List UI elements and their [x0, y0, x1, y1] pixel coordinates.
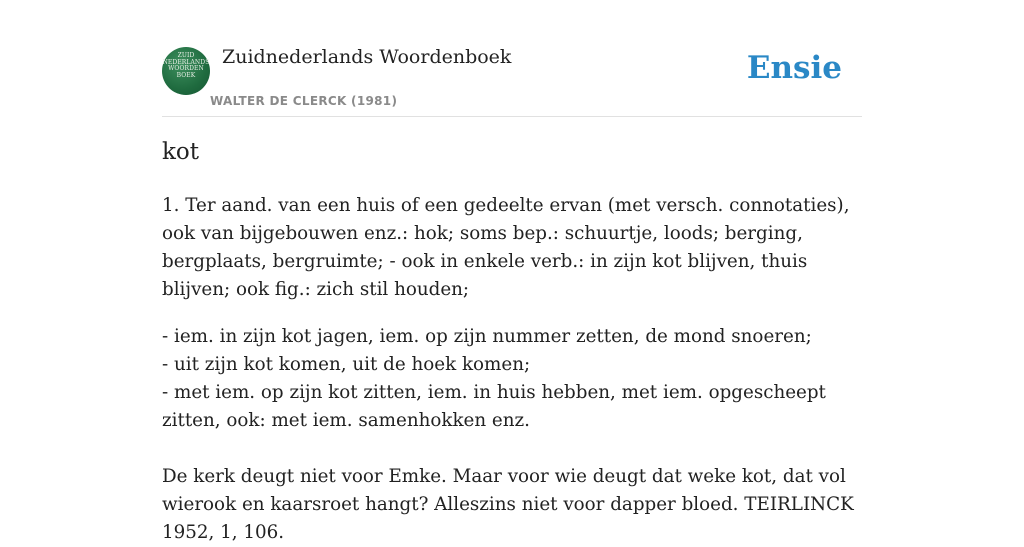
source-title[interactable]: Zuidnederlands Woordenboek — [222, 46, 512, 68]
book-cover-logo-icon[interactable] — [162, 47, 210, 95]
source-header — [162, 44, 862, 117]
logo-text: ZUID NEDERLANDS WOORDEN BOEK — [162, 52, 210, 79]
definition-text: 1. Ter aand. van een huis of een gedeelte ervan (met versch. connotaties), ook van bijgebouwen enz.: hok; soms bep.: schuurtje, loods; berging, bergplaats, bergruimte; - ook in enkele verb.: in zijn kot blijven, thuis blijven; ook fig.: zich stil houden; — [162, 195, 850, 300]
source-author: WALTER DE CLERCK (1981) — [210, 94, 398, 108]
entry-content — [162, 192, 862, 547]
expression-item: - uit zijn kot komen, uit de hoek komen; — [162, 354, 531, 375]
quote-text: De kerk deugt niet voor Emke. Maar voor wie deugt dat weke kot, dat vol wierook en kaarsroet hangt? Alleszins niet voor dapper bloed. TEIRLINCK 1952, 1, 106. — [162, 466, 854, 543]
brand-logo-link[interactable]: Ensie — [746, 50, 842, 86]
expressions-list — [162, 323, 862, 435]
expression-item: - met iem. op zijn kot zitten, iem. in huis hebben, met iem. opgescheept zitten, ook: met iem. samenhokken enz. — [162, 382, 826, 431]
page-title: kot — [162, 139, 200, 165]
expression-item: - iem. in zijn kot jagen, iem. op zijn nummer zetten, de mond snoeren; — [162, 326, 812, 347]
